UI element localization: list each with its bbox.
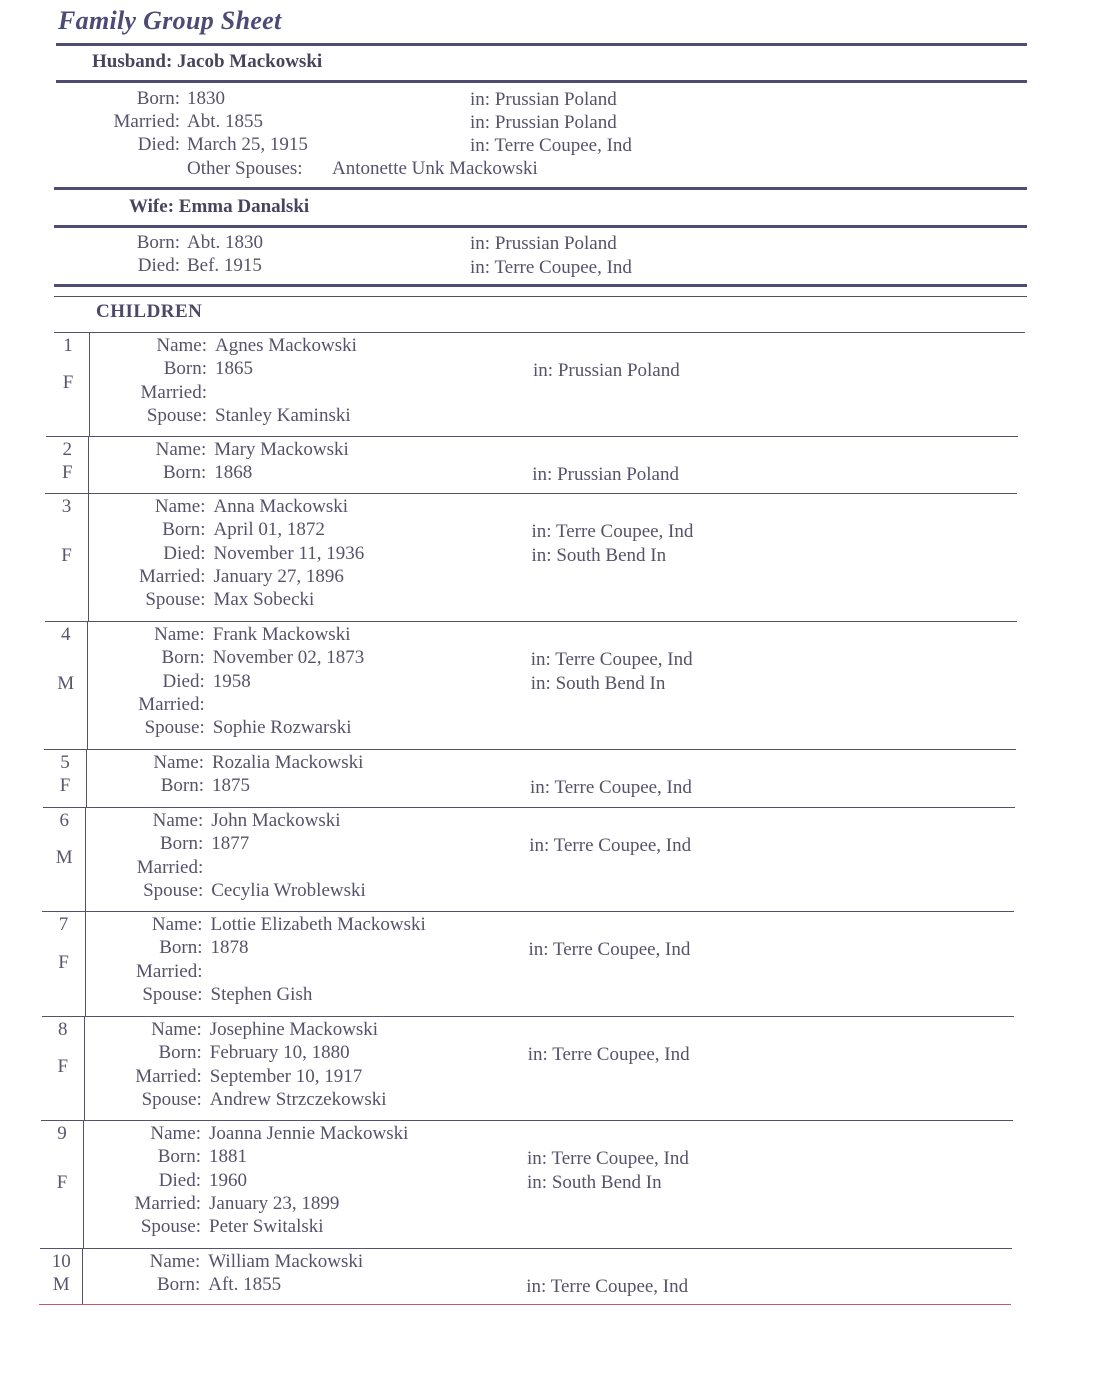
child-field-label: Married: bbox=[140, 381, 207, 403]
child-field-value: 1958 bbox=[212, 670, 251, 692]
child-field-label: Born: bbox=[159, 937, 203, 959]
child-field-value: Rozalia Mackowski bbox=[212, 752, 364, 773]
child-field-value: Stephen Gish bbox=[210, 983, 313, 1005]
row-column-divider bbox=[89, 332, 90, 436]
husband-born: 1830 bbox=[187, 88, 225, 109]
child-number: 6 bbox=[59, 810, 69, 831]
child-field-place bbox=[533, 360, 680, 382]
in-label: in: bbox=[531, 521, 556, 543]
husband-married-label: Married: bbox=[113, 111, 180, 132]
place-text: Terre Coupee, Ind bbox=[552, 1044, 690, 1066]
row-column-divider bbox=[88, 436, 89, 493]
child-sex: F bbox=[56, 1172, 68, 1193]
child-field-label: Died: bbox=[163, 542, 206, 564]
row-divider bbox=[41, 1120, 1013, 1121]
child-field-value: April 01, 1872 bbox=[213, 519, 325, 541]
child-field-place bbox=[529, 939, 691, 961]
child-field-value: William Mackowski bbox=[208, 1251, 364, 1272]
place-text: Terre Coupee, Ind bbox=[555, 649, 693, 671]
child-field-place bbox=[528, 1044, 690, 1066]
rule bbox=[54, 284, 1027, 287]
husband-married: Abt. 1855 bbox=[187, 111, 263, 132]
child-number: 8 bbox=[58, 1019, 68, 1040]
child-field-place bbox=[527, 1148, 689, 1170]
child-number: 10 bbox=[51, 1251, 71, 1272]
child-sex: F bbox=[57, 1056, 69, 1077]
child-field-value: John Mackowski bbox=[211, 810, 341, 831]
wife-heading: Wife: Emma Danalski bbox=[129, 196, 310, 217]
child-field-value: 1878 bbox=[210, 937, 249, 959]
child-field-label: Born: bbox=[162, 462, 207, 484]
child-number: 9 bbox=[57, 1123, 67, 1144]
husband-name: Jacob Mackowski bbox=[177, 51, 323, 72]
child-field-value: Aft. 1855 bbox=[208, 1274, 282, 1296]
row-divider bbox=[44, 749, 1016, 750]
child-field-label: Spouse: bbox=[142, 983, 203, 1005]
husband-died-place: in: Terre Coupee, Ind bbox=[470, 135, 632, 156]
child-field-label: Name: bbox=[150, 1123, 201, 1144]
child-sex: F bbox=[61, 462, 73, 484]
place-text: Terre Coupee, Ind bbox=[555, 521, 694, 543]
child-field-label: Born: bbox=[159, 833, 204, 855]
child-field-value: Joanna Jennie Mackowski bbox=[209, 1123, 409, 1144]
wife-died-place: in: Terre Coupee, Ind bbox=[470, 257, 632, 278]
in-label: in: bbox=[527, 1171, 552, 1193]
wife-died: Bef. 1915 bbox=[187, 255, 262, 276]
child-field-place bbox=[532, 521, 694, 543]
in-label: in: bbox=[533, 360, 558, 382]
rule bbox=[54, 296, 1027, 297]
husband-heading: Husband: Jacob Mackowski bbox=[92, 51, 323, 72]
child-field-label: Born: bbox=[156, 1274, 201, 1296]
other-spouses-label: Other Spouses: bbox=[187, 158, 303, 179]
child-field-value: Cecylia Wroblewski bbox=[211, 879, 366, 901]
place-text: Prussian Poland bbox=[557, 464, 679, 486]
child-number: 7 bbox=[58, 914, 69, 935]
sheet-title: Family Group Sheet bbox=[58, 6, 282, 35]
row-column-divider bbox=[83, 1120, 84, 1248]
child-field-place bbox=[526, 1276, 688, 1298]
place-text: Prussian Poland bbox=[557, 360, 680, 382]
child-field-label: Born: bbox=[163, 358, 207, 380]
child-field-label: Name: bbox=[152, 810, 204, 831]
child-field-value: Sophie Rozwarski bbox=[212, 717, 352, 739]
place-text: Terre Coupee, Ind bbox=[552, 939, 691, 961]
in-label: in: bbox=[529, 835, 554, 857]
child-field-label: Married: bbox=[139, 565, 206, 587]
child-field-value: January 27, 1896 bbox=[213, 565, 344, 587]
in-label: in: bbox=[531, 544, 557, 566]
child-field-value: Andrew Strzczekowski bbox=[209, 1088, 387, 1110]
row-column-divider bbox=[88, 493, 89, 621]
child-field-label: Spouse: bbox=[145, 589, 206, 611]
in-label: in: bbox=[530, 777, 555, 799]
child-field-label: Married: bbox=[136, 856, 204, 878]
row-column-divider bbox=[87, 621, 88, 749]
rule bbox=[56, 80, 1027, 83]
child-field-value: 1881 bbox=[209, 1146, 247, 1168]
child-field-label: Born: bbox=[157, 1146, 201, 1168]
child-field-place bbox=[527, 1172, 662, 1194]
child-field-place bbox=[531, 649, 693, 671]
child-field-label: Name: bbox=[151, 914, 203, 935]
rule bbox=[54, 225, 1027, 228]
child-field-value: November 02, 1873 bbox=[212, 647, 365, 669]
child-field-place bbox=[532, 545, 667, 567]
child-field-value: Stanley Kaminski bbox=[215, 404, 351, 426]
child-field-label: Name: bbox=[149, 1251, 201, 1272]
child-field-label: Name: bbox=[153, 752, 204, 773]
child-field-place bbox=[530, 777, 692, 799]
child-number: 2 bbox=[62, 439, 72, 460]
child-sex: F bbox=[58, 951, 69, 973]
child-field-value: Agnes Mackowski bbox=[215, 335, 357, 356]
child-field-label: Died: bbox=[158, 1169, 201, 1191]
place-text: Terre Coupee, Ind bbox=[554, 777, 692, 799]
child-sex: M bbox=[52, 1274, 70, 1296]
in-label: in: bbox=[532, 464, 558, 486]
in-label: in: bbox=[527, 1148, 552, 1170]
child-number: 5 bbox=[60, 752, 70, 773]
child-field-label: Spouse: bbox=[146, 404, 207, 426]
child-field-value: Lottie Elizabeth Mackowski bbox=[210, 914, 426, 935]
in-label: in: bbox=[530, 672, 556, 694]
row-column-divider bbox=[85, 911, 86, 1016]
wife-born-label: Born: bbox=[136, 232, 180, 253]
row-divider bbox=[46, 436, 1018, 437]
child-field-value: Max Sobecki bbox=[213, 589, 315, 611]
child-field-label: Name: bbox=[154, 624, 205, 645]
rule bbox=[54, 187, 1027, 190]
child-field-label: Born: bbox=[161, 647, 205, 669]
child-field-label: Name: bbox=[155, 439, 207, 460]
place-text: South Bend In bbox=[555, 672, 666, 694]
place-text: Terre Coupee, Ind bbox=[550, 1276, 689, 1298]
in-label: in: bbox=[530, 649, 556, 671]
row-divider bbox=[39, 1304, 1011, 1305]
child-field-label: Married: bbox=[136, 960, 203, 982]
child-field-value: Peter Switalski bbox=[209, 1216, 324, 1238]
child-sex: F bbox=[62, 372, 74, 393]
child-field-label: Spouse: bbox=[144, 717, 205, 739]
child-field-label: Married: bbox=[135, 1065, 202, 1087]
other-spouses: Antonette Unk Mackowski bbox=[332, 158, 538, 179]
row-divider bbox=[43, 807, 1015, 808]
child-field-value: Josephine Mackowski bbox=[209, 1019, 379, 1040]
child-field-label: Died: bbox=[162, 670, 205, 692]
row-column-divider bbox=[85, 807, 86, 911]
husband-born-place: in: Prussian Poland bbox=[470, 89, 617, 110]
husband-died-label: Died: bbox=[137, 134, 180, 155]
child-field-value: 1868 bbox=[214, 462, 253, 484]
children-rule bbox=[54, 332, 1025, 333]
child-field-value: 1865 bbox=[215, 358, 253, 380]
child-field-place bbox=[532, 464, 679, 486]
child-number: 4 bbox=[61, 624, 71, 645]
husband-married-place: in: Prussian Poland bbox=[470, 112, 617, 133]
child-field-value: 1877 bbox=[211, 833, 250, 855]
row-divider bbox=[42, 911, 1014, 912]
row-divider bbox=[42, 1016, 1014, 1017]
place-text: South Bend In bbox=[556, 544, 667, 566]
in-label: in: bbox=[527, 1044, 553, 1066]
wife-born-place: in: Prussian Poland bbox=[470, 233, 617, 254]
child-number: 1 bbox=[63, 335, 73, 356]
child-field-value: 1960 bbox=[209, 1169, 247, 1191]
row-column-divider bbox=[86, 749, 87, 807]
child-field-value: January 23, 1899 bbox=[209, 1192, 340, 1214]
place-text: Terre Coupee, Ind bbox=[551, 1148, 689, 1170]
rule bbox=[56, 43, 1027, 46]
child-field-value: February 10, 1880 bbox=[209, 1042, 350, 1064]
child-field-label: Born: bbox=[158, 1042, 202, 1064]
child-sex: M bbox=[57, 673, 75, 694]
in-label: in: bbox=[526, 1276, 551, 1298]
child-field-label: Name: bbox=[154, 496, 206, 517]
wife-born: Abt. 1830 bbox=[187, 232, 263, 253]
child-sex: F bbox=[61, 545, 72, 566]
child-field-value: Mary Mackowski bbox=[214, 439, 349, 460]
child-number: 3 bbox=[61, 496, 72, 517]
husband-born-label: Born: bbox=[136, 88, 180, 109]
wife-name: Emma Danalski bbox=[178, 196, 310, 217]
row-column-divider bbox=[82, 1248, 83, 1304]
child-field-label: Name: bbox=[156, 335, 207, 356]
child-field-label: Married: bbox=[134, 1192, 201, 1214]
child-field-label: Born: bbox=[162, 519, 206, 541]
child-field-place bbox=[529, 835, 691, 857]
child-field-label: Spouse: bbox=[143, 879, 204, 901]
child-field-value: Frank Mackowski bbox=[212, 624, 351, 645]
row-divider bbox=[45, 621, 1017, 622]
child-field-value: September 10, 1917 bbox=[209, 1065, 363, 1087]
child-field-label: Married: bbox=[138, 693, 205, 715]
child-field-label: Born: bbox=[160, 775, 204, 797]
row-divider bbox=[45, 493, 1017, 494]
child-field-label: Spouse: bbox=[141, 1088, 202, 1110]
child-field-place bbox=[531, 673, 666, 695]
child-sex: M bbox=[55, 847, 73, 868]
child-field-label: Spouse: bbox=[140, 1216, 201, 1238]
place-text: Terre Coupee, Ind bbox=[553, 835, 692, 857]
child-field-value: 1875 bbox=[212, 775, 250, 797]
child-sex: F bbox=[59, 775, 71, 797]
wife-died-label: Died: bbox=[137, 255, 180, 276]
child-field-label: Name: bbox=[151, 1019, 202, 1040]
place-text: South Bend In bbox=[551, 1171, 662, 1193]
child-field-value: November 11, 1936 bbox=[213, 542, 365, 564]
row-divider bbox=[40, 1248, 1012, 1249]
row-column-divider bbox=[84, 1016, 85, 1120]
in-label: in: bbox=[528, 939, 553, 961]
children-heading: CHILDREN bbox=[96, 301, 203, 322]
husband-died: March 25, 1915 bbox=[187, 134, 308, 155]
child-field-value: Anna Mackowski bbox=[213, 496, 349, 517]
